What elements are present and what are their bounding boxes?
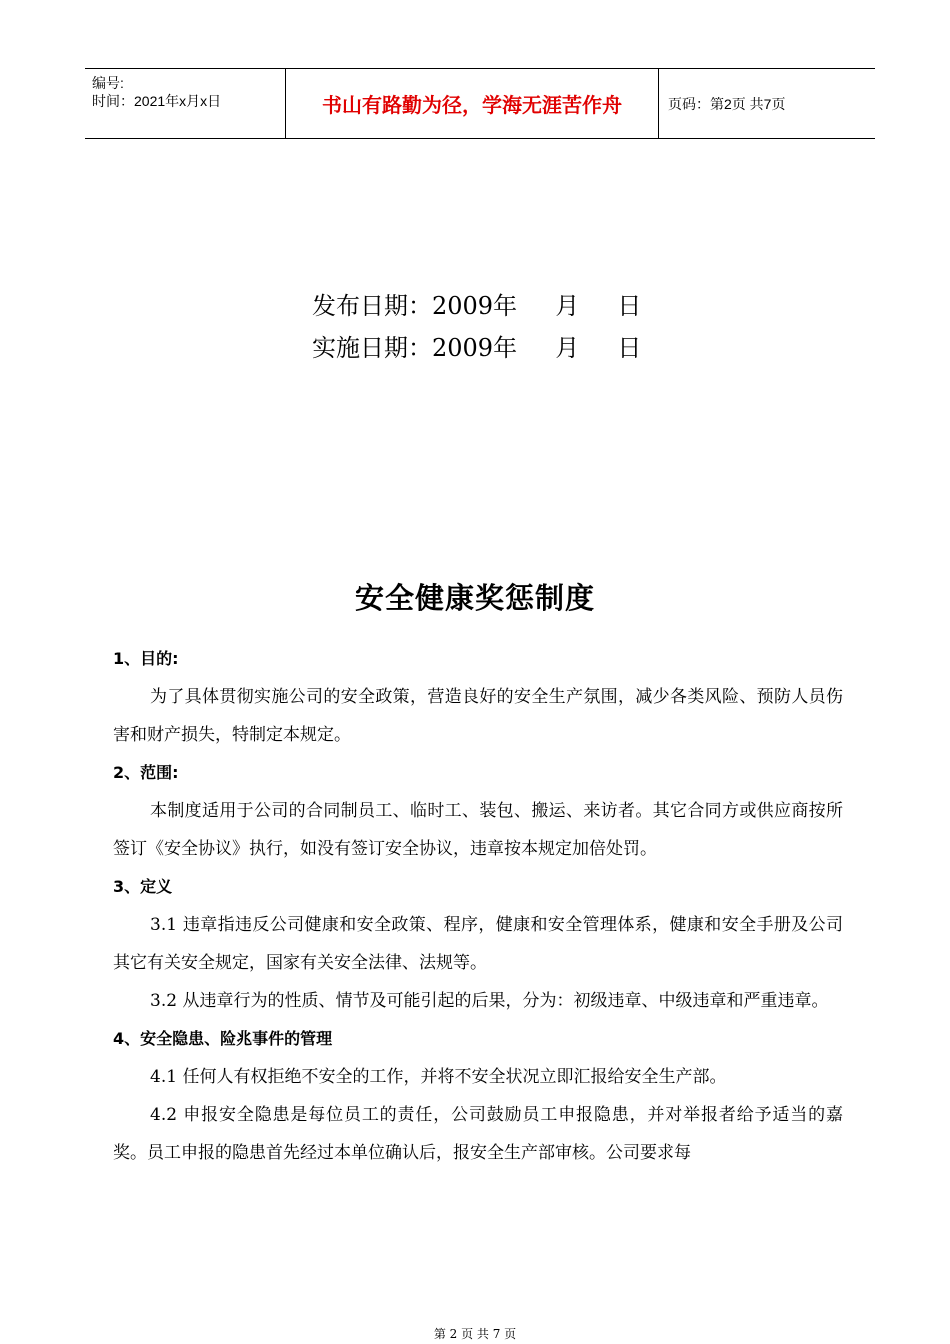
paragraph: 4.1 任何人有权拒绝不安全的工作，并将不安全状况立即汇报给安全生产部。: [150, 1067, 727, 1087]
number-label: 编号:: [92, 75, 124, 91]
header-info: [85, 69, 286, 138]
time-label: 时间：2021年x月x日: [92, 93, 222, 109]
page-header: [85, 68, 875, 139]
section-heading-hazards: 4、安全隐患、险兆事件的管理: [113, 1029, 333, 1048]
document-body: [113, 640, 843, 1172]
document-title: 安全健康奖惩制度: [354, 581, 595, 615]
section-heading-definition: 3、定义: [113, 877, 173, 896]
motto: 书山有路勤为径，学海无涯苦作舟: [322, 93, 622, 117]
paragraph: 为了具体贯彻实施公司的安全政策，营造良好的安全生产氛围，减少各类风险、预防人员伤害和财产损失，特制定本规定。: [113, 687, 843, 745]
date-block: [312, 290, 641, 374]
header-motto-cell: [286, 69, 659, 138]
section-heading-purpose: 1、目的:: [113, 649, 179, 668]
paragraph: 4.2 申报安全隐患是每位员工的责任，公司鼓励员工申报隐患，并对举报者给予适当的嘉奖。员工申报的隐患首先经过本单位确认后，报安全生产部审核。公司要求每: [113, 1105, 843, 1163]
paragraph: 本制度适用于公司的合同制员工、临时工、装包、搬运、来访者。其它合同方或供应商按所签订《安全协议》执行，如没有签订安全协议，违章按本规定加倍处罚。: [113, 801, 843, 859]
implement-date: 实施日期：2009年 月 日: [312, 334, 642, 362]
page-label: 页码：第2页 共7页: [668, 95, 786, 112]
page-footer: 第 2 页 共 7 页: [433, 1327, 517, 1341]
paragraph: 3.1 违章指违反公司健康和安全政策、程序，健康和安全管理体系，健康和安全手册及公司其它有关安全规定，国家有关安全法律、法规等。: [113, 915, 843, 973]
section-heading-scope: 2、范围:: [113, 763, 179, 782]
publish-date: 发布日期：2009年 月 日: [312, 292, 642, 320]
header-page-cell: [659, 69, 875, 138]
paragraph: 3.2 从违章行为的性质、情节及可能引起的后果，分为：初级违章、中级违章和严重违章。: [150, 991, 829, 1011]
